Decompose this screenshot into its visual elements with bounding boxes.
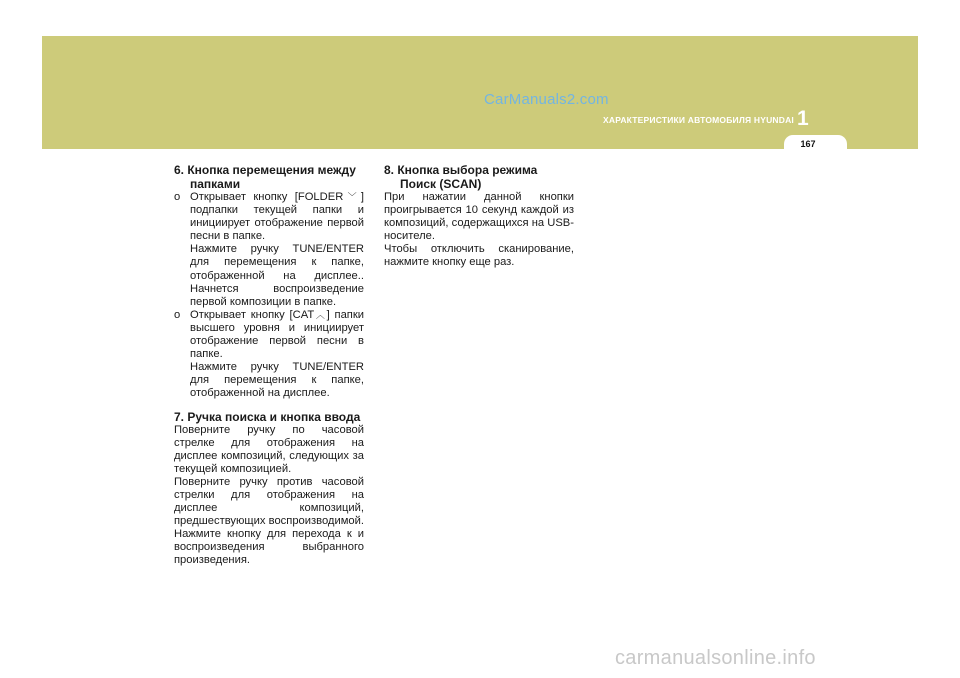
cat-text-part1: Открывает кнопку [CAT [190, 308, 315, 321]
cat-bullet-text [190, 309, 364, 401]
spacer [174, 401, 364, 410]
header-band [42, 36, 918, 149]
footer-watermark: carmanualsonline.info [615, 647, 816, 669]
cat-enter-text: Нажмите ручку TUNE/ENTER для перемещения к папке, отображенной на дисплее. [190, 361, 364, 400]
chapter-number: 1 [797, 107, 809, 130]
section-7-title: 7. Ручка поиска и кнопка ввода [174, 409, 361, 424]
folder-text-part2: ] подпапки текущей папки и инициирует отображение первой песни в папке. [190, 191, 364, 243]
section-8-title-line2: Поиск (SCAN) [400, 177, 482, 191]
section-6 [174, 163, 364, 401]
folder-bullet-line [190, 191, 364, 243]
page-number: 167 [800, 139, 816, 149]
section-6-title [174, 163, 364, 191]
chapter-title: ХАРАКТЕРИСТИКИ АВТОМОБИЛЯ HYUNDAI [602, 115, 794, 125]
section-8 [384, 163, 574, 270]
folder-bullet [174, 191, 364, 309]
section-8-para2: Чтобы отключить сканирование, нажмите кнопку еще раз. [384, 243, 574, 269]
bullet-mark: o [174, 308, 181, 321]
cat-up-icon: ︿ [314, 309, 327, 320]
section-7-para2: Поверните ручку против часовой стрелки для отображения на дисплее композиций, предшествующих воспроизводимой. Нажмите кнопку для перехода к и воспроизведения выбранного произведения. [174, 475, 364, 567]
folder-bullet-text [190, 191, 364, 309]
section-7 [174, 410, 364, 568]
section-7-para1: Поверните ручку по часовой стрелке для отображения на дисплее композиций, следующих за текущей композицией. [174, 423, 364, 475]
section-6-title-line2: папками [190, 177, 241, 191]
section-6-title-line1: 6. Кнопка перемещения между [174, 163, 356, 177]
watermark-link[interactable]: CarManuals2.com [484, 91, 609, 108]
section-8-title [384, 163, 574, 191]
left-column [174, 163, 364, 568]
cat-bullet [174, 309, 364, 401]
folder-enter-text: Нажмите ручку TUNE/ENTER для перемещения к папке, отображенной на дисплее.. Начнется воспроизведение первой композиции в папке. [190, 243, 364, 308]
bullet-mark: o [174, 191, 181, 203]
right-column [384, 163, 574, 270]
section-8-para1: При нажатии данной кнопки проигрывается 10 секунд каждой из композиций, содержащихся на USB-носителе. [384, 191, 574, 243]
folder-text-part1: Открывает кнопку [FOLDER [190, 191, 344, 203]
cat-text-part2: ] папки высшего уровня и инициирует отображение первой песни в папке. [190, 308, 364, 361]
cat-bullet-line [190, 309, 364, 361]
section-8-title-line1: 8. Кнопка выбора режима [384, 163, 538, 177]
folder-down-icon: ﹀ [343, 192, 361, 202]
